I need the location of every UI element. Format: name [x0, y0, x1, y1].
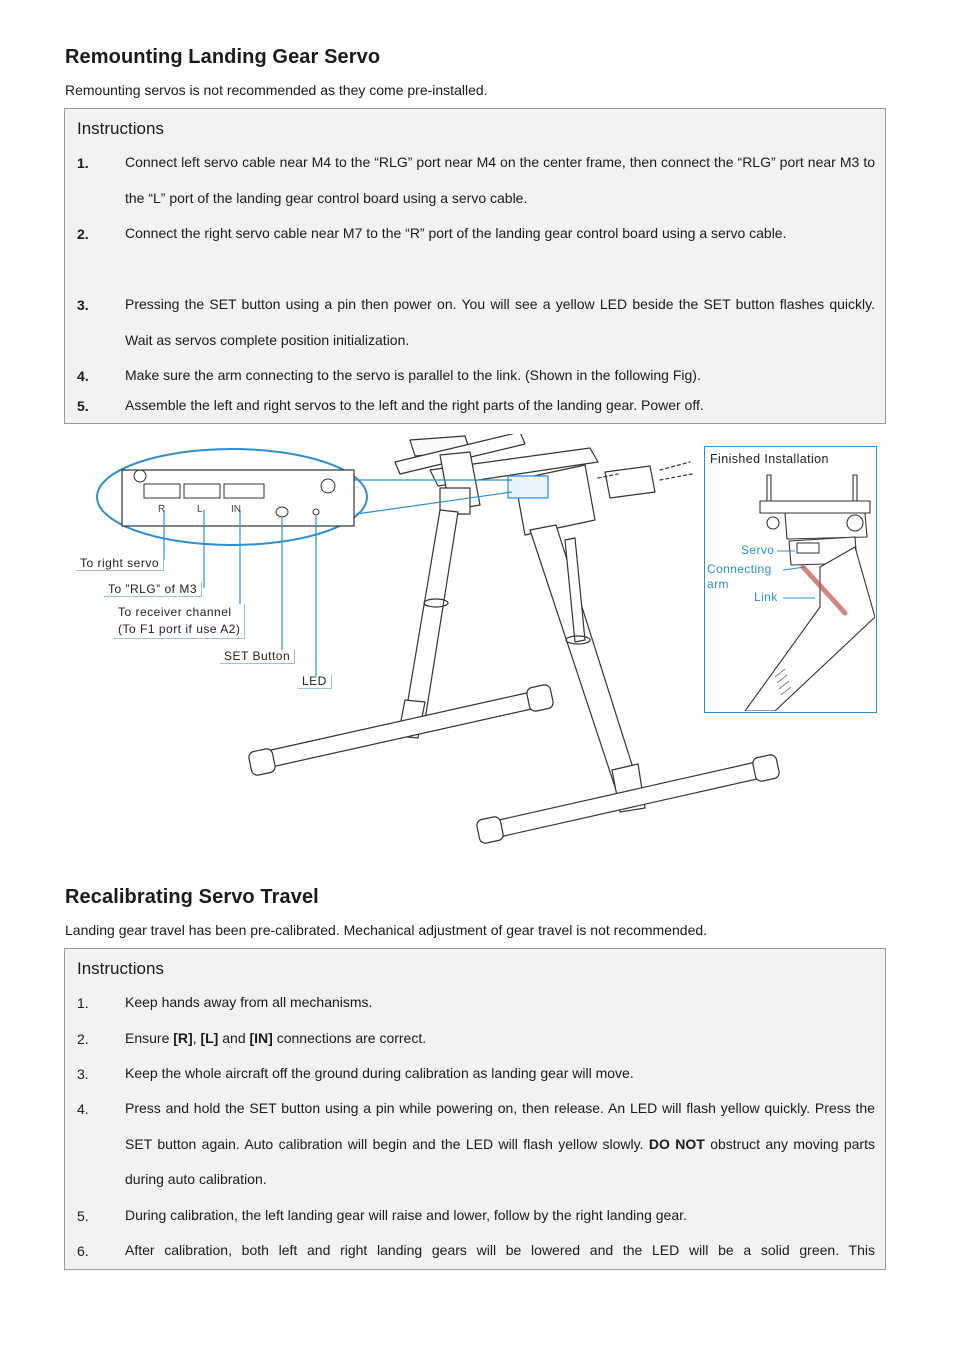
section-intro-remounting: Remounting servos is not recommended as they come pre-installed. [65, 82, 488, 98]
step-text: Connect left servo cable near M4 to the “RLG” port near M4 on the center frame, then connect the “RLG” port near M3 to the “L” port of the landing gear control board using a servo cable. [125, 154, 875, 206]
callout-set-button: SET Button [220, 649, 295, 664]
inset-label-connecting-line2: arm [707, 577, 729, 591]
step-text: Make sure the arm connecting to the servo is parallel to the link. (Shown in the following Fig). [125, 367, 701, 383]
callout-rlg-m3: To ”RLG” of M3 [104, 582, 202, 597]
step2-pre: Ensure [125, 1030, 174, 1046]
callout-receiver-line2: (To F1 port if use A2) [118, 622, 241, 636]
step2-sep1: , [192, 1030, 201, 1046]
do-not-emphasis: DO NOT [648, 1135, 705, 1152]
instruction-step-2 [77, 226, 875, 252]
instruction-step-3 [77, 297, 875, 358]
inset-label-servo: Servo [741, 543, 775, 557]
callout-receiver-line1: To receiver channel [118, 605, 232, 619]
instruction-step-5 [77, 398, 875, 424]
step-number: 5. [77, 1208, 89, 1224]
step2-post: connections are correct. [272, 1030, 427, 1046]
step2-sep2: and [218, 1030, 250, 1046]
step-text: During calibration, the left landing gear will raise and lower, follow by the right landing gear. [125, 1207, 687, 1223]
port-label-l: L [197, 504, 203, 515]
step-number: 1. [77, 995, 89, 1011]
port-l-ref: [L] [200, 1030, 219, 1046]
instruction-step-1 [77, 995, 875, 1021]
finished-installation-inset [704, 446, 877, 713]
callout-receiver [114, 604, 245, 639]
step-number: 4. [77, 368, 89, 384]
step-number: 3. [77, 297, 89, 313]
inset-label-connecting-arm [707, 562, 772, 592]
step4-post: obstruct any moving parts during auto calibration. [125, 1135, 875, 1187]
instructions-box-remounting [64, 108, 886, 424]
step-number: 2. [77, 1031, 89, 1047]
step-text: Keep the whole aircraft off the ground during calibration as landing gear will move. [125, 1065, 634, 1081]
inset-title: Finished Installation [710, 452, 829, 466]
instructions-box-recalibrating [64, 948, 886, 1270]
step-number: 3. [77, 1066, 89, 1082]
step-number: 1. [77, 155, 89, 171]
port-label-in: IN [231, 504, 241, 515]
instruction-step-3 [77, 1066, 875, 1092]
step-number: 2. [77, 226, 89, 242]
step-text [125, 1091, 875, 1198]
section-title-remounting: Remounting Landing Gear Servo [65, 46, 381, 68]
section-intro-recalibrating: Landing gear travel has been pre-calibrated. Mechanical adjustment of gear travel is not recommended. [65, 922, 708, 938]
inset-label-connecting-line1: Connecting [707, 562, 772, 576]
step4-text: Press and hold the SET button using a pin while powering on, then release. An LED will flash yellow quickly. Press the SET button again. Auto calibration will begin and the LED will flash yellow slowly. [125, 1100, 875, 1152]
instruction-step-5 [77, 1208, 875, 1234]
inset-label-link: Link [754, 590, 778, 604]
instructions-title: Instructions [77, 959, 164, 978]
instructions-title: Instructions [77, 119, 164, 138]
callout-led: LED [298, 674, 332, 689]
port-in-ref: [IN] [249, 1030, 273, 1046]
instruction-step-4 [77, 1101, 875, 1198]
instruction-step-6 [77, 1243, 875, 1269]
step-text: Pressing the SET button using a pin then power on. You will see a yellow LED beside the SET button flashes quickly. Wait as servos complete position initialization. [125, 296, 875, 348]
step-number: 5. [77, 398, 89, 414]
step-text: After calibration, both left and right landing gears will be lowered and the LED will be a solid green. This [125, 1242, 875, 1258]
port-r-ref: [R] [173, 1030, 193, 1046]
step-text: Keep hands away from all mechanisms. [125, 994, 373, 1010]
step-text [125, 1021, 875, 1057]
step-text: Assemble the left and right servos to the left and the right parts of the landing gear. Power off. [125, 397, 704, 413]
section-title-recalibrating: Recalibrating Servo Travel [65, 886, 319, 908]
instruction-step-1 [77, 155, 875, 216]
step-text: Connect the right servo cable near M7 to the “R” port of the landing gear control board using a servo cable. [125, 225, 787, 241]
port-label-r: R [158, 504, 166, 515]
instruction-step-2 [77, 1031, 875, 1057]
step-number: 4. [77, 1101, 89, 1117]
callout-right-servo: To right servo [76, 556, 164, 571]
step-number: 6. [77, 1243, 89, 1259]
